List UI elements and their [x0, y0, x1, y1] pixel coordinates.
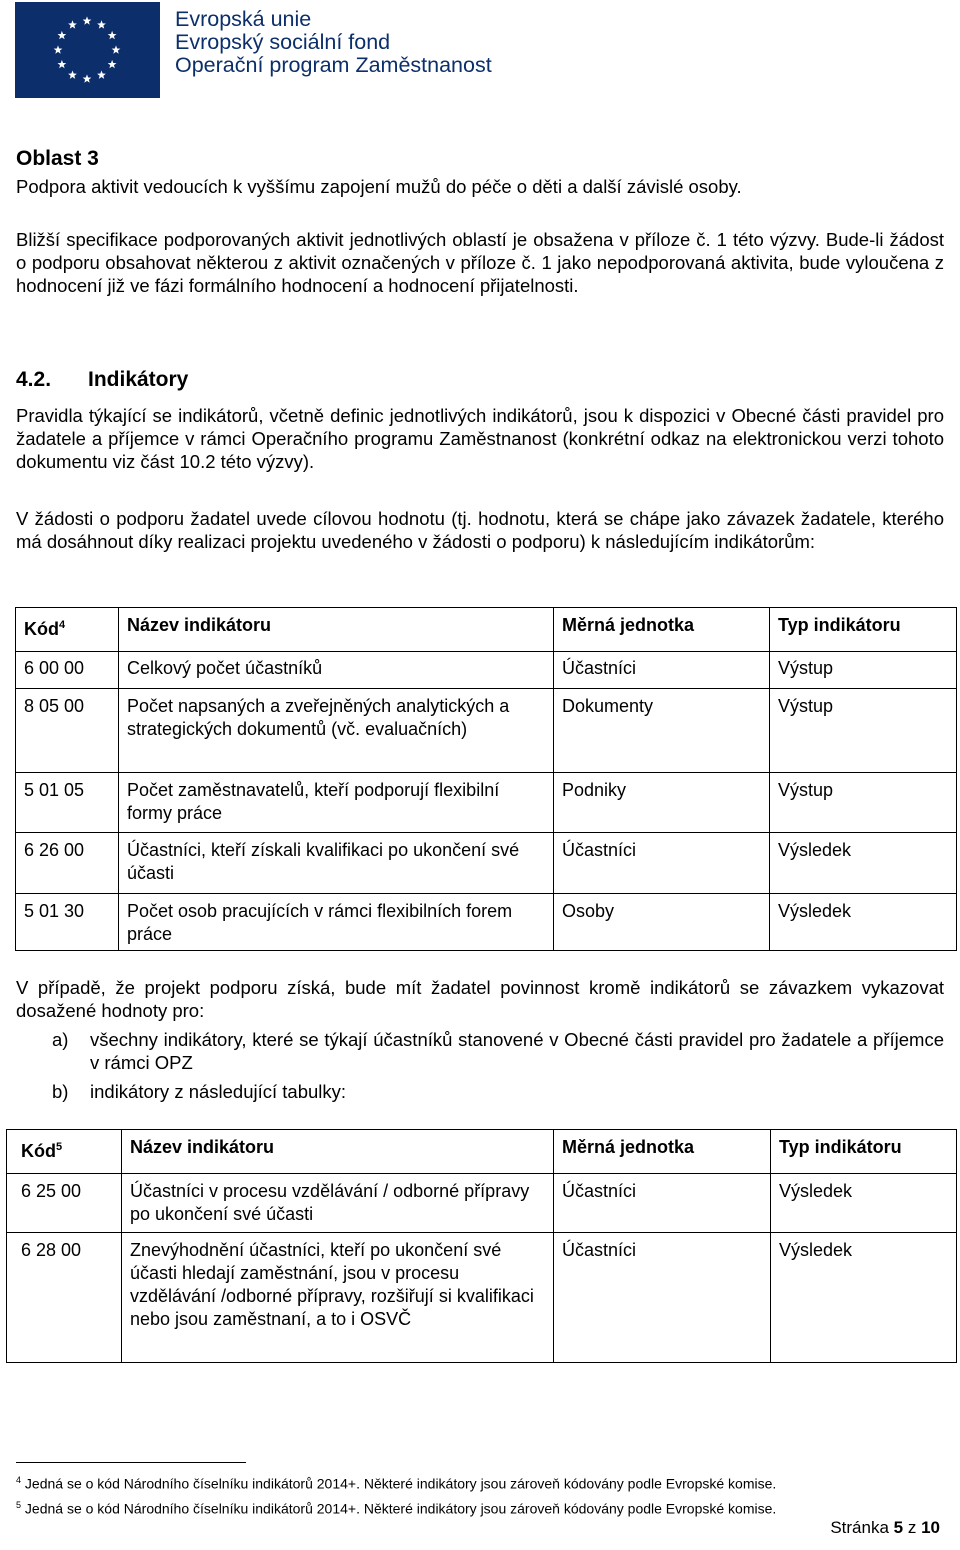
table-row: [16, 652, 957, 689]
table-row: [7, 1233, 957, 1363]
spec-paragraph: Bližší specifikace podporovaných aktivit jednotlivých oblastí je obsažena v příloze č. 1 této výzvy. Bude-li žádost o podporu obsahovat některou z aktivit označených v příloze č. 1 jako nepodporovaná aktivita, bude vyloučena z hodnocení již ve fázi formálního hodnocení a hodnocení přijatelnosti.: [16, 229, 944, 296]
table-row: [7, 1174, 957, 1233]
cell-unit: Účastníci: [554, 833, 770, 894]
cell-name: Znevýhodnění účastníci, kteří po ukončení své účasti hledají zaměstnání, jsou v procesu vzdělávání /odborné přípravy, rozšiřují si kvalifikaci nebo jsou zaměstnaní, a to i OSVČ: [122, 1233, 554, 1363]
eu-star-icon: [108, 60, 117, 68]
cell-code: 8 05 00: [16, 689, 119, 773]
cell-name: Počet napsaných a zveřejněných analytických a strategických dokumentů (vč. evaluačních): [119, 689, 554, 773]
cell-name: Počet zaměstnavatelů, kteří podporují flexibilní formy práce: [119, 773, 554, 833]
logo-line-esf: Evropský sociální fond: [175, 30, 391, 54]
cell-type: Výsledek: [770, 894, 957, 951]
header-type: Typ indikátoru: [771, 1130, 957, 1174]
eu-star-icon: [58, 60, 67, 68]
eu-star-icon: [58, 31, 67, 39]
section-paragraph-1: Pravidla týkající se indikátorů, včetně definic jednotlivých indikátorů, jsou k dispozici v Obecné části pravidel pro žadatele a příjemce v rámci Operačního programu Zaměstnanost (konkrétní odkaz na elektronickou verzi tohoto dokumentu viz část 10.2 této výzvy).: [16, 405, 944, 472]
cell-type: Výstup: [770, 652, 957, 689]
table-row: [16, 689, 957, 773]
eu-star-icon: [83, 74, 92, 82]
eu-star-icon: [83, 16, 92, 24]
area-text: Podpora aktivit vedoucích k vyššímu zapojení mužů do péče o děti a další závislé osoby.: [16, 176, 742, 197]
cell-unit: Účastníci: [554, 1233, 771, 1363]
eu-stars-icon: [15, 2, 160, 98]
header-unit: Měrná jednotka: [554, 608, 770, 652]
cell-code: 5 01 05: [16, 773, 119, 833]
header-code: Kód$^4$: [16, 608, 119, 652]
cell-type: Výstup: [770, 773, 957, 833]
cell-unit: Účastníci: [554, 1174, 771, 1233]
footnote-ref: 4: [59, 619, 66, 631]
current-page: 5: [893, 1518, 904, 1537]
section-title: Indikátory: [88, 368, 189, 391]
logo-line-opz: Operační program Zaměstnanost: [175, 53, 492, 77]
eu-star-icon: [97, 71, 106, 79]
table-row: [16, 894, 957, 951]
header-name: Název indikátoru: [119, 608, 554, 652]
footnote-number: 5: [16, 1500, 22, 1510]
footnote-number: 4: [16, 1475, 22, 1485]
eu-star-icon: [97, 20, 106, 28]
footnote-5: [16, 1497, 956, 1518]
cell-code: 5 01 30: [16, 894, 119, 951]
eu-flag-logo: [15, 2, 160, 98]
cell-code: 6 25 00: [7, 1174, 122, 1233]
indicator-table-2: [6, 1129, 957, 1363]
cell-code: 6 26 00: [16, 833, 119, 894]
cell-type: Výstup: [770, 689, 957, 773]
footnote-text: Jedná se o kód Národního číselníku indikátorů 2014+. Některé indikátory jsou zároveň kódovány podle Evropské komise.: [24, 1500, 777, 1517]
cell-unit: Osoby: [554, 894, 770, 951]
table-row: [16, 833, 957, 894]
header-type: Typ indikátoru: [770, 608, 957, 652]
cell-code: 6 00 00: [16, 652, 119, 689]
cell-name: Celkový počet účastníků: [119, 652, 554, 689]
obligation-intro: V případě, že projekt podporu získá, bude mít žadatel povinnost kromě indikátorů se závazkem vykazovat dosažené hodnoty pro:: [16, 977, 944, 1021]
cell-type: Výsledek: [771, 1174, 957, 1233]
eu-star-icon: [68, 71, 77, 79]
cell-name: Počet osob pracujících v rámci flexibilních forem práce: [119, 894, 554, 951]
cell-type: Výsledek: [770, 833, 957, 894]
cell-type: Výsledek: [771, 1233, 957, 1363]
header-name: Název indikátoru: [122, 1130, 554, 1174]
footnote-separator: [16, 1462, 246, 1463]
footnote-4: [16, 1472, 956, 1493]
cell-unit: Účastníci: [554, 652, 770, 689]
section-heading: [16, 368, 944, 391]
logo-text: [175, 8, 575, 77]
list-text: indikátory z následující tabulky:: [90, 1081, 347, 1102]
logo-line-eu: Evropská unie: [175, 7, 312, 31]
header-code: Kód$^5$: [7, 1130, 122, 1174]
area-title: Oblast 3: [16, 147, 99, 170]
cell-name: Účastníci, kteří získali kvalifikaci po ukončení své účasti: [119, 833, 554, 894]
cell-unit: Dokumenty: [554, 689, 770, 773]
table-header-row: [16, 608, 957, 652]
list-item-a: [52, 1028, 944, 1074]
eu-star-icon: [108, 31, 117, 39]
list-item-b: [52, 1080, 944, 1103]
list-label: a): [52, 1029, 69, 1050]
section-number: 4.2.: [16, 368, 52, 391]
list-text: všechny indikátory, které se týkají účastníků stanovené v Obecné části pravidel pro žadatele a příjemce v rámci OPZ: [90, 1029, 944, 1073]
indicator-table-1: [15, 607, 957, 951]
list-label: b): [52, 1081, 69, 1102]
total-pages: 10: [921, 1518, 940, 1537]
eu-star-icon: [68, 20, 77, 28]
cell-name: Účastníci v procesu vzdělávání / odborné přípravy po ukončení své účasti: [122, 1174, 554, 1233]
table-header-row: [7, 1130, 957, 1174]
page-number: Stránka 5 z 10: [830, 1518, 940, 1537]
footnote-text: Jedná se o kód Národního číselníku indikátorů 2014+. Některé indikátory jsou zároveň kódovány podle Evropské komise.: [24, 1475, 777, 1492]
cell-unit: Podniky: [554, 773, 770, 833]
table-row: [16, 773, 957, 833]
header-unit: Měrná jednotka: [554, 1130, 771, 1174]
eu-star-icon: [112, 45, 121, 53]
cell-code: 6 28 00: [7, 1233, 122, 1363]
eu-star-icon: [54, 45, 63, 53]
footnote-ref: 5: [56, 1141, 63, 1153]
section-paragraph-2: V žádosti o podporu žadatel uvede cílovou hodnotu (tj. hodnotu, která se chápe jako závazek žadatele, kterého má dosáhnout díky realizaci projektu uvedeného v žádosti o podporu) k následujícím indikátorům:: [16, 508, 944, 552]
